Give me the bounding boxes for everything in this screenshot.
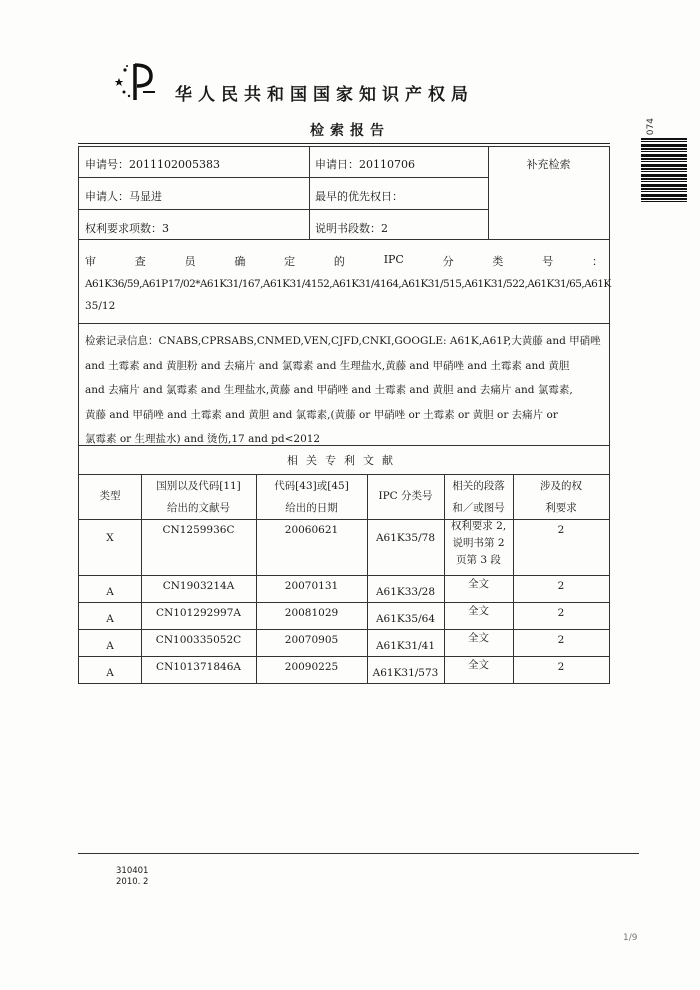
title-rule [78,143,610,144]
ipc-heading-char: 类 [492,255,504,268]
table-row-ipc: A61K33/28 [375,586,436,598]
table-row-date: 20070905 [284,634,339,646]
table-row-doc: CN1903214A [162,580,235,592]
filing-date: 申请日：20110706 [315,158,415,171]
col-header-date: 代码[43]或[45] 给出的日期 [274,480,349,514]
search-record-line: 检索记录信息：CNABS,CPRSABS,CNMED,VEN,CJFD,CNKI,GOOGLE: A61K,A61P,大黄藤 and 甲硝唑 [85,335,601,347]
table-row-type: A [106,640,114,652]
ipc-heading-char: 的 [333,255,345,268]
applicant: 申请人：马显进 [85,190,162,203]
row-divider [79,209,488,210]
report-form [78,146,610,684]
col-header-paragraph: 相关的段落 和／或图号 [452,480,505,514]
page-number: 1/9 [623,933,638,943]
form-info [116,866,148,888]
table-row-type: A [106,586,114,598]
col-header-claims: 涉及的权 利要求 [540,480,582,514]
col-header-ipc: IPC 分类号 [378,490,433,502]
description-paragraphs: 说明书段数：2 [315,222,388,235]
footer-rule [78,853,639,854]
col-header-type: 类型 [99,490,121,502]
table-row-ipc: A61K35/64 [375,613,436,625]
table-row-paragraph: 全文 [468,605,489,617]
table-row-paragraph: 全文 [468,632,489,644]
ipc-heading [85,253,603,269]
ipc-heading-char: 分 [442,255,454,268]
cnipa-logo-icon [115,62,159,102]
section-title: 相关专利文献 [287,454,401,467]
table-row-ipc: A61K35/78 [375,532,436,544]
table-row-claims: 2 [557,607,565,619]
org-name: 华人民共和国国家知识产权局 [175,85,474,105]
ipc-heading-char: 定 [284,255,296,268]
table-row-claims: 2 [557,524,565,536]
table-row-date: 20060621 [284,524,339,536]
search-record [85,329,605,452]
ipc-heading-char: 员 [184,255,196,268]
table-row-claims: 2 [557,634,565,646]
table-row-doc: CN1259936C [162,524,235,536]
search-record-line: 氯霉素 or 生理盐水) and 烫伤,17 and pd<2012 [85,433,321,445]
table-row-ipc: A61K31/573 [372,667,439,679]
priority-date: 最早的优先权日： [315,190,403,203]
table-row-date: 20081029 [284,607,339,619]
table-row-date: 20070131 [284,580,339,592]
search-record-line: 黄藤 and 甲硝唑 and 土霉素 and 黄胆 and 氯霉素,(黄藤 or 甲硝唑 or 土霉素 or 黄胆 or 去痛片 or [85,408,558,421]
table-row-date: 20090225 [284,661,339,673]
ipc-heading-char: 号 [542,255,554,268]
table-row-paragraph: 全文 [468,659,489,671]
ipc-codes-line: A61K36/59,A61P17/02*A61K31/167,A61K31/4152,A61K31/4164,A61K31/515,A61K31/522,A61K31/65,A61K [85,278,611,290]
row-divider [79,177,488,178]
search-record-line: and 去痛片 and 氯霉素 and 生理盐水,黄藤 and 甲硝唑 and 土霉素 and 黄胆 and 去痛片 and 氯霉素, [85,384,573,396]
search-record-line: and 土霉素 and 黄胆粉 and 去痛片 and 氯霉素 and 生理盐水,黄藤 and 甲硝唑 and 土霉素 and 黄胆 [85,359,570,372]
table-row-claims: 2 [557,661,565,673]
supplement-search-label: 补充检索 [526,158,571,171]
row-divider [79,239,609,240]
ipc-heading-char: 确 [234,255,246,268]
claims-count: 权利要求项数：3 [85,222,169,235]
ipc-heading-char: IPC [383,253,404,266]
table-row-paragraph: 权利要求 2, 说明书第 2 页第 3 段 [450,520,507,566]
ipc-heading-char: 查 [134,255,146,268]
table-row-claims: 2 [557,580,565,592]
ipc-heading-char: 审 [85,255,96,268]
table-row-doc: CN101371846A [156,661,241,673]
form-date: 2010. 2 [116,877,149,887]
row-divider [79,323,609,324]
table-row-paragraph: 全文 [468,578,489,590]
col-header-doc: 国别以及代码[11] 给出的文献号 [156,480,241,514]
ipc-heading-char: ： [591,255,603,268]
ipc-codes-line: 35/12 [85,300,116,312]
table-row-ipc: A61K31/41 [375,640,436,652]
table-row-type: X [106,532,114,544]
application-number: 申请号：2011102005383 [85,158,220,171]
barcode-number: 074 [646,118,656,136]
table-row-type: A [106,667,114,679]
barcode-icon [641,138,687,202]
form-code: 310401 [116,866,149,876]
table-row-doc: CN101292997A [156,607,241,619]
table-row-doc: CN100335052C [155,634,242,646]
table-row-type: A [106,613,114,625]
document-title: 检索报告 [310,123,390,139]
